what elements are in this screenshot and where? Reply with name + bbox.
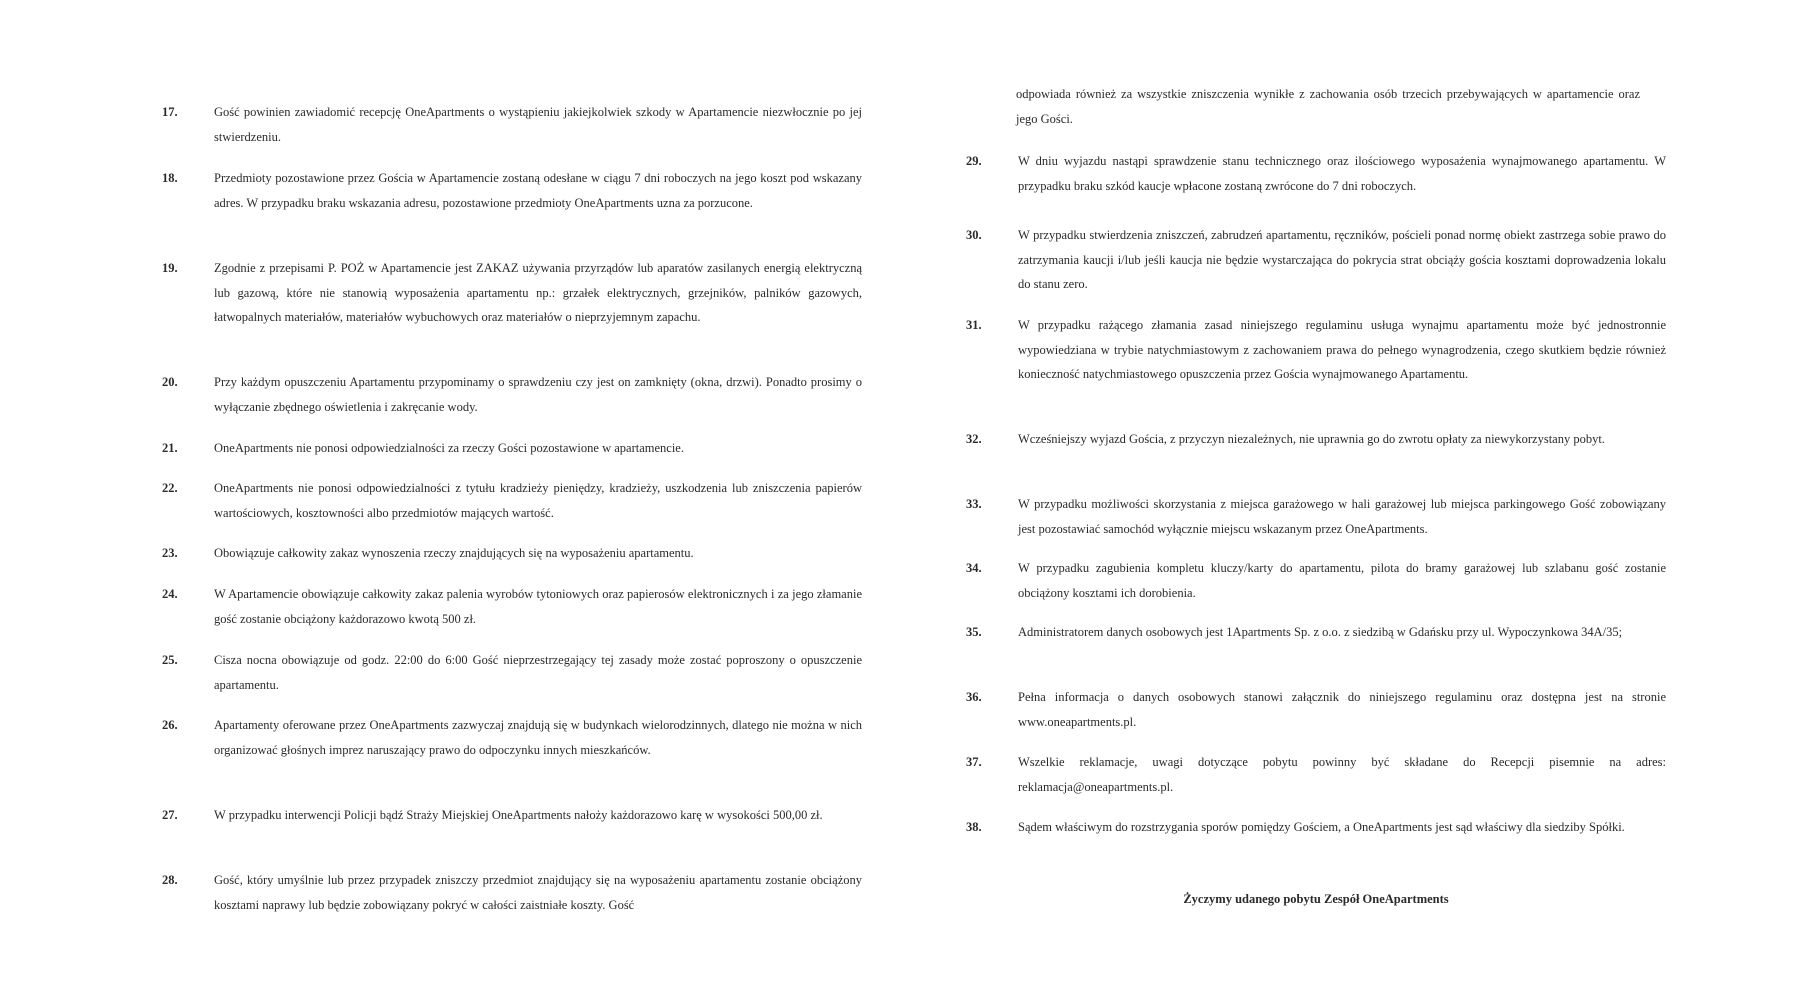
rule-item bbox=[966, 313, 1666, 387]
rule-item bbox=[162, 541, 862, 566]
continuation-text: odpowiada również za wszystkie zniszczenia wynikłe z zachowania osób trzecich przebywających w apartamencie oraz jego Gości. bbox=[1016, 87, 1640, 126]
rule-number: 23. bbox=[162, 546, 178, 560]
rule-text: W przypadku stwierdzenia zniszczeń, zabrudzeń apartamentu, ręczników, pościeli ponad normę obiekt zastrzega sobie prawo do zatrzymania kaucji i/lub jeśli kaucja nie będzie wystarczająca do pokrycia strat obciąży gościa kosztami doprowadzenia lokalu do stanu zero. bbox=[1018, 228, 1666, 291]
rule-number: 29. bbox=[966, 154, 982, 168]
rule-item bbox=[966, 427, 1666, 452]
rule-text: Cisza nocna obowiązuje od godz. 22:00 do 6:00 Gość nieprzestrzegający tej zasady może zostać poproszony o opuszczenie apartamentu. bbox=[214, 653, 862, 692]
rule-number: 34. bbox=[966, 561, 982, 575]
rule-text: W przypadku zagubienia kompletu kluczy/karty do apartamentu, pilota do bramy garażowej lub szlabanu gość zostanie obciążony kosztami ich dorobienia. bbox=[1018, 561, 1666, 600]
rule-item bbox=[966, 149, 1666, 198]
rule-number: 33. bbox=[966, 497, 982, 511]
rule-number: 38. bbox=[966, 820, 982, 834]
rule-item bbox=[162, 582, 862, 631]
rule-number: 30. bbox=[966, 228, 982, 242]
rule-item bbox=[162, 648, 862, 697]
rule-text: Apartamenty oferowane przez OneApartments zazwyczaj znajdują się w budynkach wielorodzinnych, dlatego nie można w nich organizować głośnych imprez naruszający prawo do odpoczynku innych mieszkańców. bbox=[214, 718, 862, 757]
rule-text: Pełna informacja o danych osobowych stanowi załącznik do niniejszego regulaminu oraz dostępna jest na stronie www.oneapartments.pl. bbox=[1018, 690, 1666, 729]
rule-item bbox=[162, 868, 862, 917]
rule-text: Zgodnie z przepisami P. POŻ w Apartamencie jest ZAKAZ używania przyrządów lub aparatów zasilanych energią elektryczną lub gazową, które nie stanowią wyposażenia apartamentu np.: grzałek elektrycznych, grzejników, palników gazowych, łatwopalnych materiałów, materiałów wybuchowych oraz materiałów o nieprzyjemnym zapachu. bbox=[214, 261, 862, 324]
rule-number: 18. bbox=[162, 171, 178, 185]
rule-text: Administratorem danych osobowych jest 1Apartments Sp. z o.o. z siedzibą w Gdańsku przy ul. Wypoczynkowa 34A/35; bbox=[1018, 625, 1623, 639]
rule-text: Sądem właściwym do rozstrzygania sporów pomiędzy Gościem, a OneApartments jest sąd właściwy dla siedziby Spółki. bbox=[1018, 820, 1625, 834]
rule-number: 26. bbox=[162, 718, 178, 732]
rule-number: 19. bbox=[162, 261, 178, 275]
rule-item bbox=[162, 476, 862, 525]
rule-number: 22. bbox=[162, 481, 178, 495]
rule-item bbox=[162, 256, 862, 330]
rule-text: Przy każdym opuszczeniu Apartamentu przypominamy o sprawdzeniu czy jest on zamknięty (okna, drzwi). Ponadto prosimy o wyłączanie zbędnego oświetlenia i zakręcanie wody. bbox=[214, 375, 862, 414]
rule-number: 28. bbox=[162, 873, 178, 887]
rule-item bbox=[162, 436, 862, 461]
rule-item bbox=[966, 492, 1666, 541]
rule-number: 20. bbox=[162, 375, 178, 389]
rule-text: OneApartments nie ponosi odpowiedzialności za rzeczy Gości pozostawione w apartamencie. bbox=[214, 441, 684, 455]
rule-item bbox=[966, 620, 1666, 645]
rule-number: 21. bbox=[162, 441, 178, 455]
rule-item bbox=[162, 100, 862, 149]
rule-text: Gość powinien zawiadomić recepcję OneApartments o wystąpieniu jakiejkolwiek szkody w Apartamencie niezwłocznie po jej stwierdzeniu. bbox=[214, 105, 862, 144]
left-page bbox=[162, 0, 862, 1000]
rule-number: 36. bbox=[966, 690, 982, 704]
rule-text: W dniu wyjazdu nastąpi sprawdzenie stanu technicznego oraz ilościowego wyposażenia wynajmowanego apartamentu. W przypadku braku szkód kaucje wpłacone zostaną zwrócone do 7 dni roboczych. bbox=[1018, 154, 1666, 193]
rule-number: 32. bbox=[966, 432, 982, 446]
rule-number: 27. bbox=[162, 808, 178, 822]
rule-number: 17. bbox=[162, 105, 178, 119]
rule-item bbox=[966, 815, 1666, 840]
rule-text: W przypadku interwencji Policji bądź Straży Miejskiej OneApartments nałoży każdorazowo karę w wysokości 500,00 zł. bbox=[214, 808, 823, 822]
rule-number: 25. bbox=[162, 653, 178, 667]
rule-text: Przedmioty pozostawione przez Gościa w Apartamencie zostaną odesłane w ciągu 7 dni roboczych na jego koszt pod wskazany adres. W przypadku braku wskazania adresu, pozostawione przedmioty OneApartments uzna za porzucone. bbox=[214, 171, 862, 210]
rule-item bbox=[162, 803, 862, 828]
rule-item bbox=[966, 685, 1666, 734]
rule-text: Wcześniejszy wyjazd Gościa, z przyczyn niezależnych, nie uprawnia go do zwrotu opłaty za niewykorzystany pobyt. bbox=[1018, 432, 1605, 446]
rule-item bbox=[966, 223, 1666, 297]
closing-signature: Życzymy udanego pobytu Zespół OneApartments bbox=[1183, 892, 1449, 906]
rule-text: Gość, który umyślnie lub przez przypadek zniszczy przedmiot znajdujący się na wyposażeniu apartamentu zostanie obciążony kosztami naprawy lub będzie zobowiązany pokryć w całości zaistniałe koszty. Gość bbox=[214, 873, 862, 912]
rule-text: W przypadku możliwości skorzystania z miejsca garażowego w hali garażowej lub miejsca parkingowego Gość zobowiązany jest pozostawiać samochód wyłącznie miejscu wskazanym przez OneApartments. bbox=[1018, 497, 1666, 536]
rule-number: 31. bbox=[966, 318, 982, 332]
rule-text: OneApartments nie ponosi odpowiedzialności z tytułu kradzieży pieniędzy, kradzieży, uszkodzenia lub zniszczenia papierów wartościowych, kosztowności albo przedmiotów mających wartość. bbox=[214, 481, 862, 520]
rule-number: 24. bbox=[162, 587, 178, 601]
rule-text: Wszelkie reklamacje, uwagi dotyczące pobytu powinny być składane do Recepcji pisemnie na adres: reklamacja@oneapartments.pl. bbox=[1018, 755, 1666, 794]
rule-item bbox=[966, 750, 1666, 799]
rule-item bbox=[162, 370, 862, 419]
rule-item bbox=[162, 166, 862, 215]
rule-number: 35. bbox=[966, 625, 982, 639]
rule-text: W Apartamencie obowiązuje całkowity zakaz palenia wyrobów tytoniowych oraz papierosów elektronicznych i za jego złamanie gość zostanie obciążony każdorazowo kwotą 500 zł. bbox=[214, 587, 862, 626]
rule-text: Obowiązuje całkowity zakaz wynoszenia rzeczy znajdujących się na wyposażeniu apartamentu. bbox=[214, 546, 694, 560]
rule-item bbox=[162, 713, 862, 762]
rule-item bbox=[966, 556, 1666, 605]
right-page bbox=[966, 0, 1666, 1000]
rule-text: W przypadku rażącego złamania zasad niniejszego regulaminu usługa wynajmu apartamentu może być jednostronnie wypowiedziana w trybie natychmiastowym z zachowaniem prawa do pełnego wynagrodzenia, czego skutkiem będzie również konieczność natychmiastowego opuszczenia przez Gościa wynajmowanego Apartamentu. bbox=[1018, 318, 1666, 381]
rule-number: 37. bbox=[966, 755, 982, 769]
